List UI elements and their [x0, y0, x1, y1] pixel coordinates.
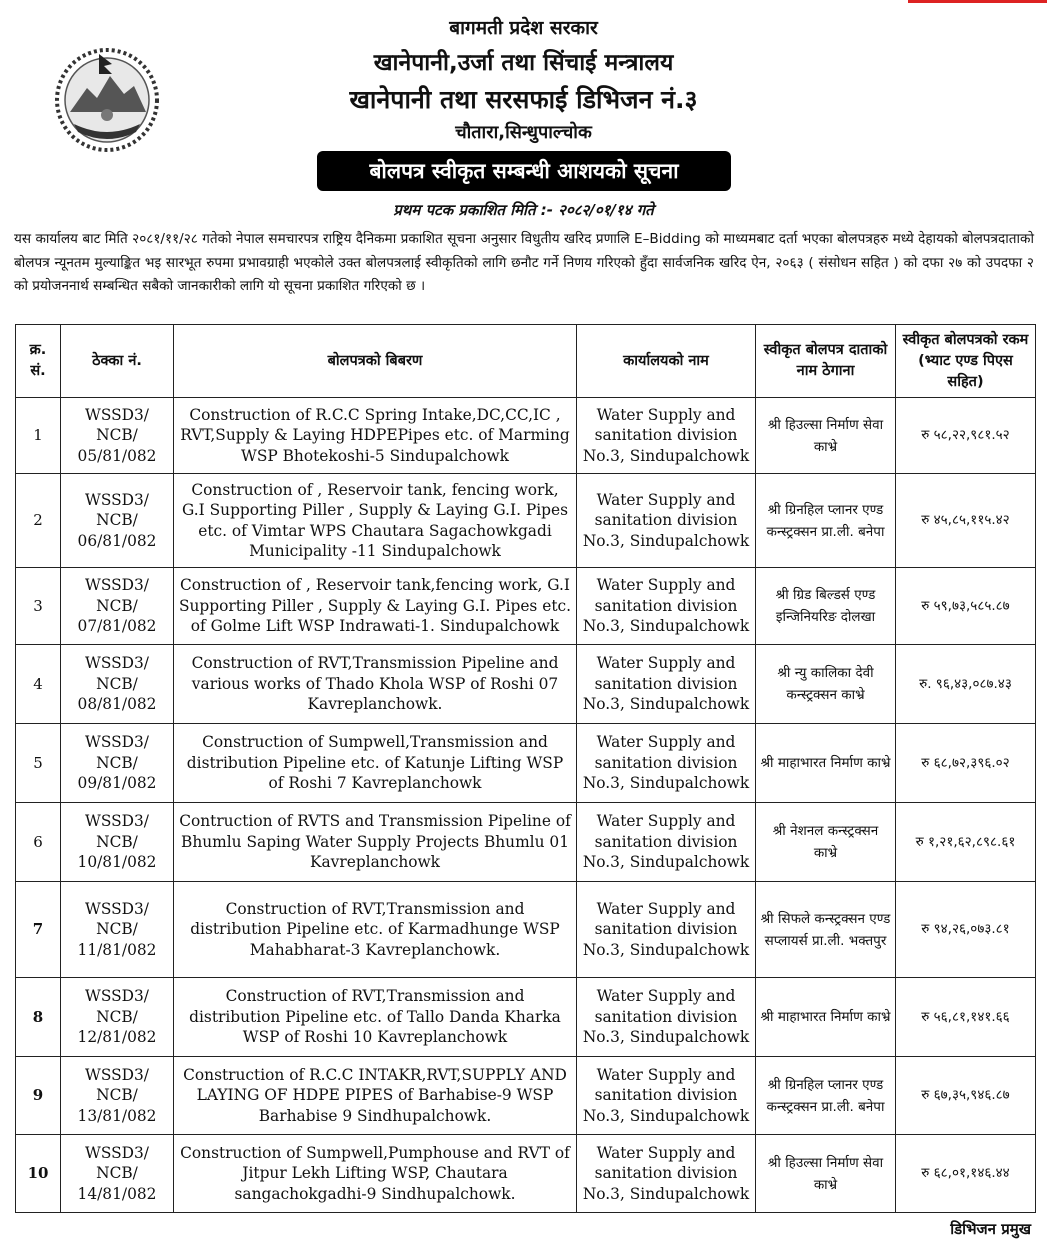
description-cell: Construction of R.C.C INTAKR,RVT,SUPPLY AND LAYING OF HDPE PIPES of Barhabise-9 WSP Barhabise 9 Sindhupalchowk.	[174, 1057, 577, 1135]
amount-cell: रु. ९६,४३,०८७.४३	[896, 645, 1036, 724]
bidder-cell: श्री हिउल्सा निर्माण सेवा काभ्रे	[756, 1135, 896, 1213]
bidder-cell: श्री नेशनल कन्स्ट्रक्सन काभ्रे	[756, 803, 896, 882]
bidder-cell: श्री माहाभारत निर्माण काभ्रे	[756, 978, 896, 1057]
description-cell: Construction of RVT,Transmission and distribution Pipeline etc. of Karmadhunge WSP Mahabharat-3 Kavreplanchowk.	[174, 882, 577, 978]
amount-cell: रु ६८,७२,३९६.०२	[896, 724, 1036, 803]
table-header-row	[16, 325, 1036, 398]
office-cell: Water Supply and sanitation division No.3, Sindupalchowk	[577, 724, 756, 803]
published-date: प्रथम पटक प्रकाशित मिति :- २०८२/०१/१४ गते	[393, 201, 654, 219]
top-accent-line	[908, 0, 1047, 3]
description-cell: Construction of Sumpwell,Pumphouse and RVT of Jitpur Lekh Lifting WSP, Chautara sangachokgadhi-9 Sindhupalchowk.	[174, 1135, 577, 1213]
location-title: चौतारा,सिन्धुपाल्चोक	[455, 122, 592, 143]
sn-cell: 7	[16, 882, 61, 978]
bidder-cell: श्री ग्रिनहिल प्लानर एण्ड कन्स्ट्रक्सन प्रा.ली. बनेपा	[756, 474, 896, 568]
description-cell: Construction of RVT,Transmission Pipeline and various works of Thado Khola WSP of Roshi 07 Kavreplanchowk.	[174, 645, 577, 724]
amount-cell: रु ५८,२२,९८१.५२	[896, 398, 1036, 474]
contract-cell: WSSD3/ NCB/ 05/81/082	[61, 398, 174, 474]
contract-cell: WSSD3/ NCB/ 08/81/082	[61, 645, 174, 724]
description-cell: Construction of , Reservoir tank,fencing work, G.I Supporting Piller , Supply & Laying G.I. Pipes etc. of Golme Lift WSP Indrawati-1. Sindupalchowk	[174, 568, 577, 645]
contract-cell: WSSD3/ NCB/ 14/81/082	[61, 1135, 174, 1213]
table-row	[16, 882, 1036, 978]
contract-cell: WSSD3/ NCB/ 12/81/082	[61, 978, 174, 1057]
office-cell: Water Supply and sanitation division No.3, Sindupalchowk	[577, 645, 756, 724]
description-cell: Construction of RVT,Transmission and distribution Pipeline etc. of Tallo Danda Kharka WSP of Roshi 10 Kavreplanchowk	[174, 978, 577, 1057]
office-cell: Water Supply and sanitation division No.3, Sindupalchowk	[577, 803, 756, 882]
col-header-description: बोलपत्रको बिबरण	[174, 325, 577, 398]
amount-cell: रु ५६,८१,१४१.६६	[896, 978, 1036, 1057]
bidder-cell: श्री माहाभारत निर्माण काभ्रे	[756, 724, 896, 803]
bidder-cell: श्री हिउल्सा निर्माण सेवा काभ्रे	[756, 398, 896, 474]
table-row	[16, 1135, 1036, 1213]
table-row	[16, 978, 1036, 1057]
col-header-bidder: स्वीकृत बोलपत्र दाताको नाम ठेगाना	[756, 325, 896, 398]
description-cell: Construction of R.C.C Spring Intake,DC,CC,IC , RVT,Supply & Laying HDPEPipes etc. of Marming WSP Bhotekoshi-5 Sindupalchowk	[174, 398, 577, 474]
sn-cell: 9	[16, 1057, 61, 1135]
table-row	[16, 1057, 1036, 1135]
contract-cell: WSSD3/ NCB/ 10/81/082	[61, 803, 174, 882]
description-cell: Construction of Sumpwell,Transmission and distribution Pipeline etc. of Katunje Lifting WSP of Roshi 7 Kavreplanchowk	[174, 724, 577, 803]
description-cell: Construction of , Reservoir tank, fencing work, G.I Supporting Piller , Supply & Laying G.I. Pipes etc. of Vimtar WPS Chautara Sagachowkgadi Municipality -11 Sindupalchowk	[174, 474, 577, 568]
contract-cell: WSSD3/ NCB/ 13/81/082	[61, 1057, 174, 1135]
bid-acceptance-table	[15, 324, 1036, 1213]
office-cell: Water Supply and sanitation division No.3, Sindupalchowk	[577, 1057, 756, 1135]
bidder-cell: श्री ग्रिड बिल्डर्स एण्ड इन्जिनियरिङ दोलखा	[756, 568, 896, 645]
division-title: खानेपानी तथा सरसफाई डिभिजन नं.३	[349, 85, 698, 114]
sn-cell: 10	[16, 1135, 61, 1213]
description-cell: Contruction of RVTS and Transmission Pipeline of Bhumlu Saping Water Supply Projects Bhumlu 01 Kavreplanchowk	[174, 803, 577, 882]
sn-cell: 4	[16, 645, 61, 724]
sn-cell: 2	[16, 474, 61, 568]
amount-cell: रु ९४,२६,०७३.८१	[896, 882, 1036, 978]
contract-cell: WSSD3/ NCB/ 07/81/082	[61, 568, 174, 645]
amount-cell: रु १,२१,६२,८९८.६१	[896, 803, 1036, 882]
table-row	[16, 803, 1036, 882]
office-cell: Water Supply and sanitation division No.3, Sindupalchowk	[577, 474, 756, 568]
col-header-amount: स्वीकृत बोलपत्रको रकम (भ्याट एण्ड पिएस सहित)	[896, 325, 1036, 398]
contract-cell: WSSD3/ NCB/ 11/81/082	[61, 882, 174, 978]
intro-paragraph: यस कार्यालय बाट मिति २०८१/११/२८ गतेको नेपाल समचारपत्र राष्ट्रिय दैनिकमा प्रकाशित सूचना अनुसार विधुतीय खरिद प्रणालि E–Bidding को माध्यमबाट दर्ता भएका बोलपत्रहरु मध्ये देहायको बोलपत्रदाताको बोलपत्र न्यूनतम मुल्याङ्कित भइ सारभूत रुपमा प्रभावग्राही भएकोले उक्त बोलपत्रलाई स्वीकृतिको लागि छनौट गर्ने निणय गरिएको हुँदा सार्वजनिक खरिद ऐन, २०६३ ( संसोधन सहित ) को दफा २७ को उपदफा २ को प्रयोजननार्थ सम्बन्धित सबैको जानकारीको लागि यो सूचना प्रकाशित गरिएको छ ।	[14, 231, 1034, 294]
table-row	[16, 724, 1036, 803]
sn-cell: 8	[16, 978, 61, 1057]
province-government-title: बागमती प्रदेश सरकार	[449, 17, 598, 39]
amount-cell: रु ५९,७३,५८५.८७	[896, 568, 1036, 645]
amount-cell: रु ६७,३५,९४६.८७	[896, 1057, 1036, 1135]
sn-cell: 5	[16, 724, 61, 803]
table-row	[16, 474, 1036, 568]
contract-cell: WSSD3/ NCB/ 06/81/082	[61, 474, 174, 568]
ministry-title: खानेपानी,उर्जा तथा सिंचाई मन्त्रालय	[373, 50, 674, 76]
table-row	[16, 645, 1036, 724]
sn-cell: 3	[16, 568, 61, 645]
division-chief-signature-label: डिभिजन प्रमुख	[950, 1220, 1031, 1238]
notice-title-banner: बोलपत्र स्वीकृत सम्बन्धी आशयको सूचना	[317, 151, 731, 191]
col-header-office: कार्यालयको नाम	[577, 325, 756, 398]
col-header-contract: ठेक्का नं.	[61, 325, 174, 398]
office-cell: Water Supply and sanitation division No.3, Sindupalchowk	[577, 568, 756, 645]
amount-cell: रु ६८,०१,१४६.४४	[896, 1135, 1036, 1213]
sn-cell: 6	[16, 803, 61, 882]
sn-cell: 1	[16, 398, 61, 474]
bidder-cell: श्री न्यु कालिका देवी कन्स्ट्रक्सन काभ्रे	[756, 645, 896, 724]
office-cell: Water Supply and sanitation division No.3, Sindupalchowk	[577, 398, 756, 474]
amount-cell: रु ४५,८५,११५.४२	[896, 474, 1036, 568]
office-cell: Water Supply and sanitation division No.3, Sindupalchowk	[577, 978, 756, 1057]
bidder-cell: श्री ग्रिनहिल प्लानर एण्ड कन्स्ट्रक्सन प्रा.ली. बनेपा	[756, 1057, 896, 1135]
col-header-sn: क्र. सं.	[16, 325, 61, 398]
table-row	[16, 398, 1036, 474]
contract-cell: WSSD3/ NCB/ 09/81/082	[61, 724, 174, 803]
bidder-cell: श्री सिफले कन्स्ट्रक्सन एण्ड सप्लायर्स प्रा.ली. भक्तपुर	[756, 882, 896, 978]
office-cell: Water Supply and sanitation division No.3, Sindupalchowk	[577, 882, 756, 978]
table-row	[16, 568, 1036, 645]
office-cell: Water Supply and sanitation division No.3, Sindupalchowk	[577, 1135, 756, 1213]
